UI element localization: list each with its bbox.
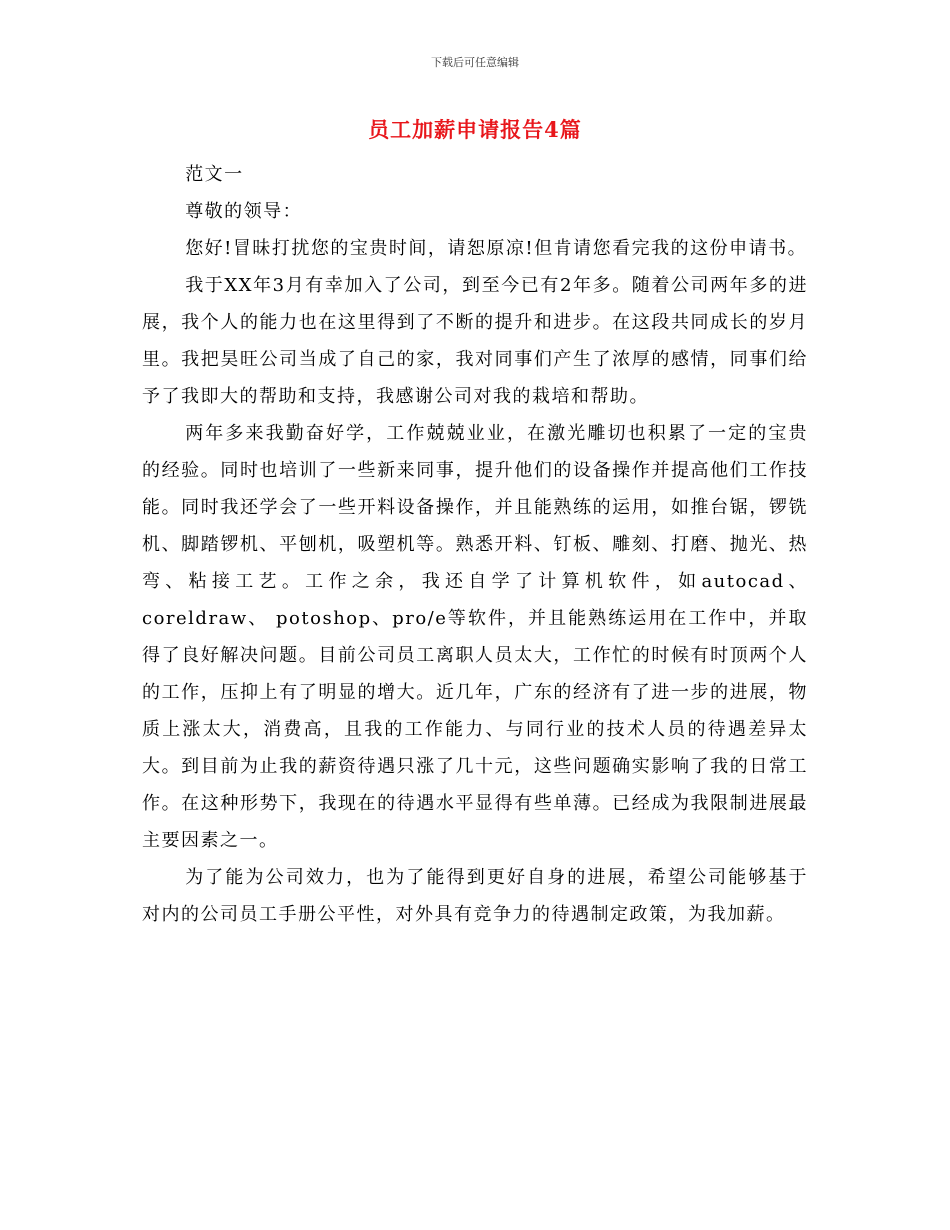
paragraph-background: 我于XX年3月有幸加入了公司，到至今已有2年多。随着公司两年多的进展，我个人的能力也在这里得到了不断的提升和进步。在这段共同成长的岁月里。我把昊旺公司当成了自己的家，我对同事们产生了浓厚的感情，同事们给予了我即大的帮助和支持，我感谢公司对我的栽培和帮助。	[142, 275, 808, 407]
document-title: 员工加薪申请报告4篇	[368, 117, 582, 142]
paragraph-achievements: 两年多来我勤奋好学，工作兢兢业业，在激光雕切也积累了一定的宝贵的经验。同时也培训了一些新来同事，提升他们的设备操作并提高他们工作技能。同时我还学会了一些开料设备操作，并且能熟练的运用，如推台锯，锣铣机、脚踏锣机、平刨机，吸塑机等。熟悉开料、钉板、雕刻、打磨、抛光、热弯、粘接工艺。工作之余，我还自学了计算机软件，如autocad、coreldraw、 potoshop、pro/e等软件，并且能熟练运用在工作中，并取得了良好解决问题。目前公司员工离职人员太大，工作忙的时候有时顶两个人的工作，压抑上有了明显的增大。近几年，广东的经济有了进一步的进展，物质上涨太大，消费高，且我的工作能力、与同行业的技术人员的待遇差异太大。到目前为止我的薪资待遇只涨了几十元，这些问题确实影响了我的日常工作。在这种形势下，我现在的待遇水平显得有些单薄。已经成为我限制进展最主要因素之一。	[142, 423, 808, 851]
paragraph-salutation: 尊敬的领导：	[185, 201, 303, 222]
header-note: 下载后可任意编辑	[431, 56, 519, 69]
document-body	[142, 156, 808, 933]
paragraph-sample-label: 范文一	[185, 164, 244, 185]
paragraph-greeting: 您好!冒昧打扰您的宝贵时间，请恕原凉!但肯请您看完我的这份申请书。	[185, 238, 808, 259]
paragraph-request: 为了能为公司效力，也为了能得到更好自身的进展，希望公司能够基于对内的公司员工手册公平性，对外具有竞争力的待遇制定政策，为我加薪。	[142, 867, 808, 925]
